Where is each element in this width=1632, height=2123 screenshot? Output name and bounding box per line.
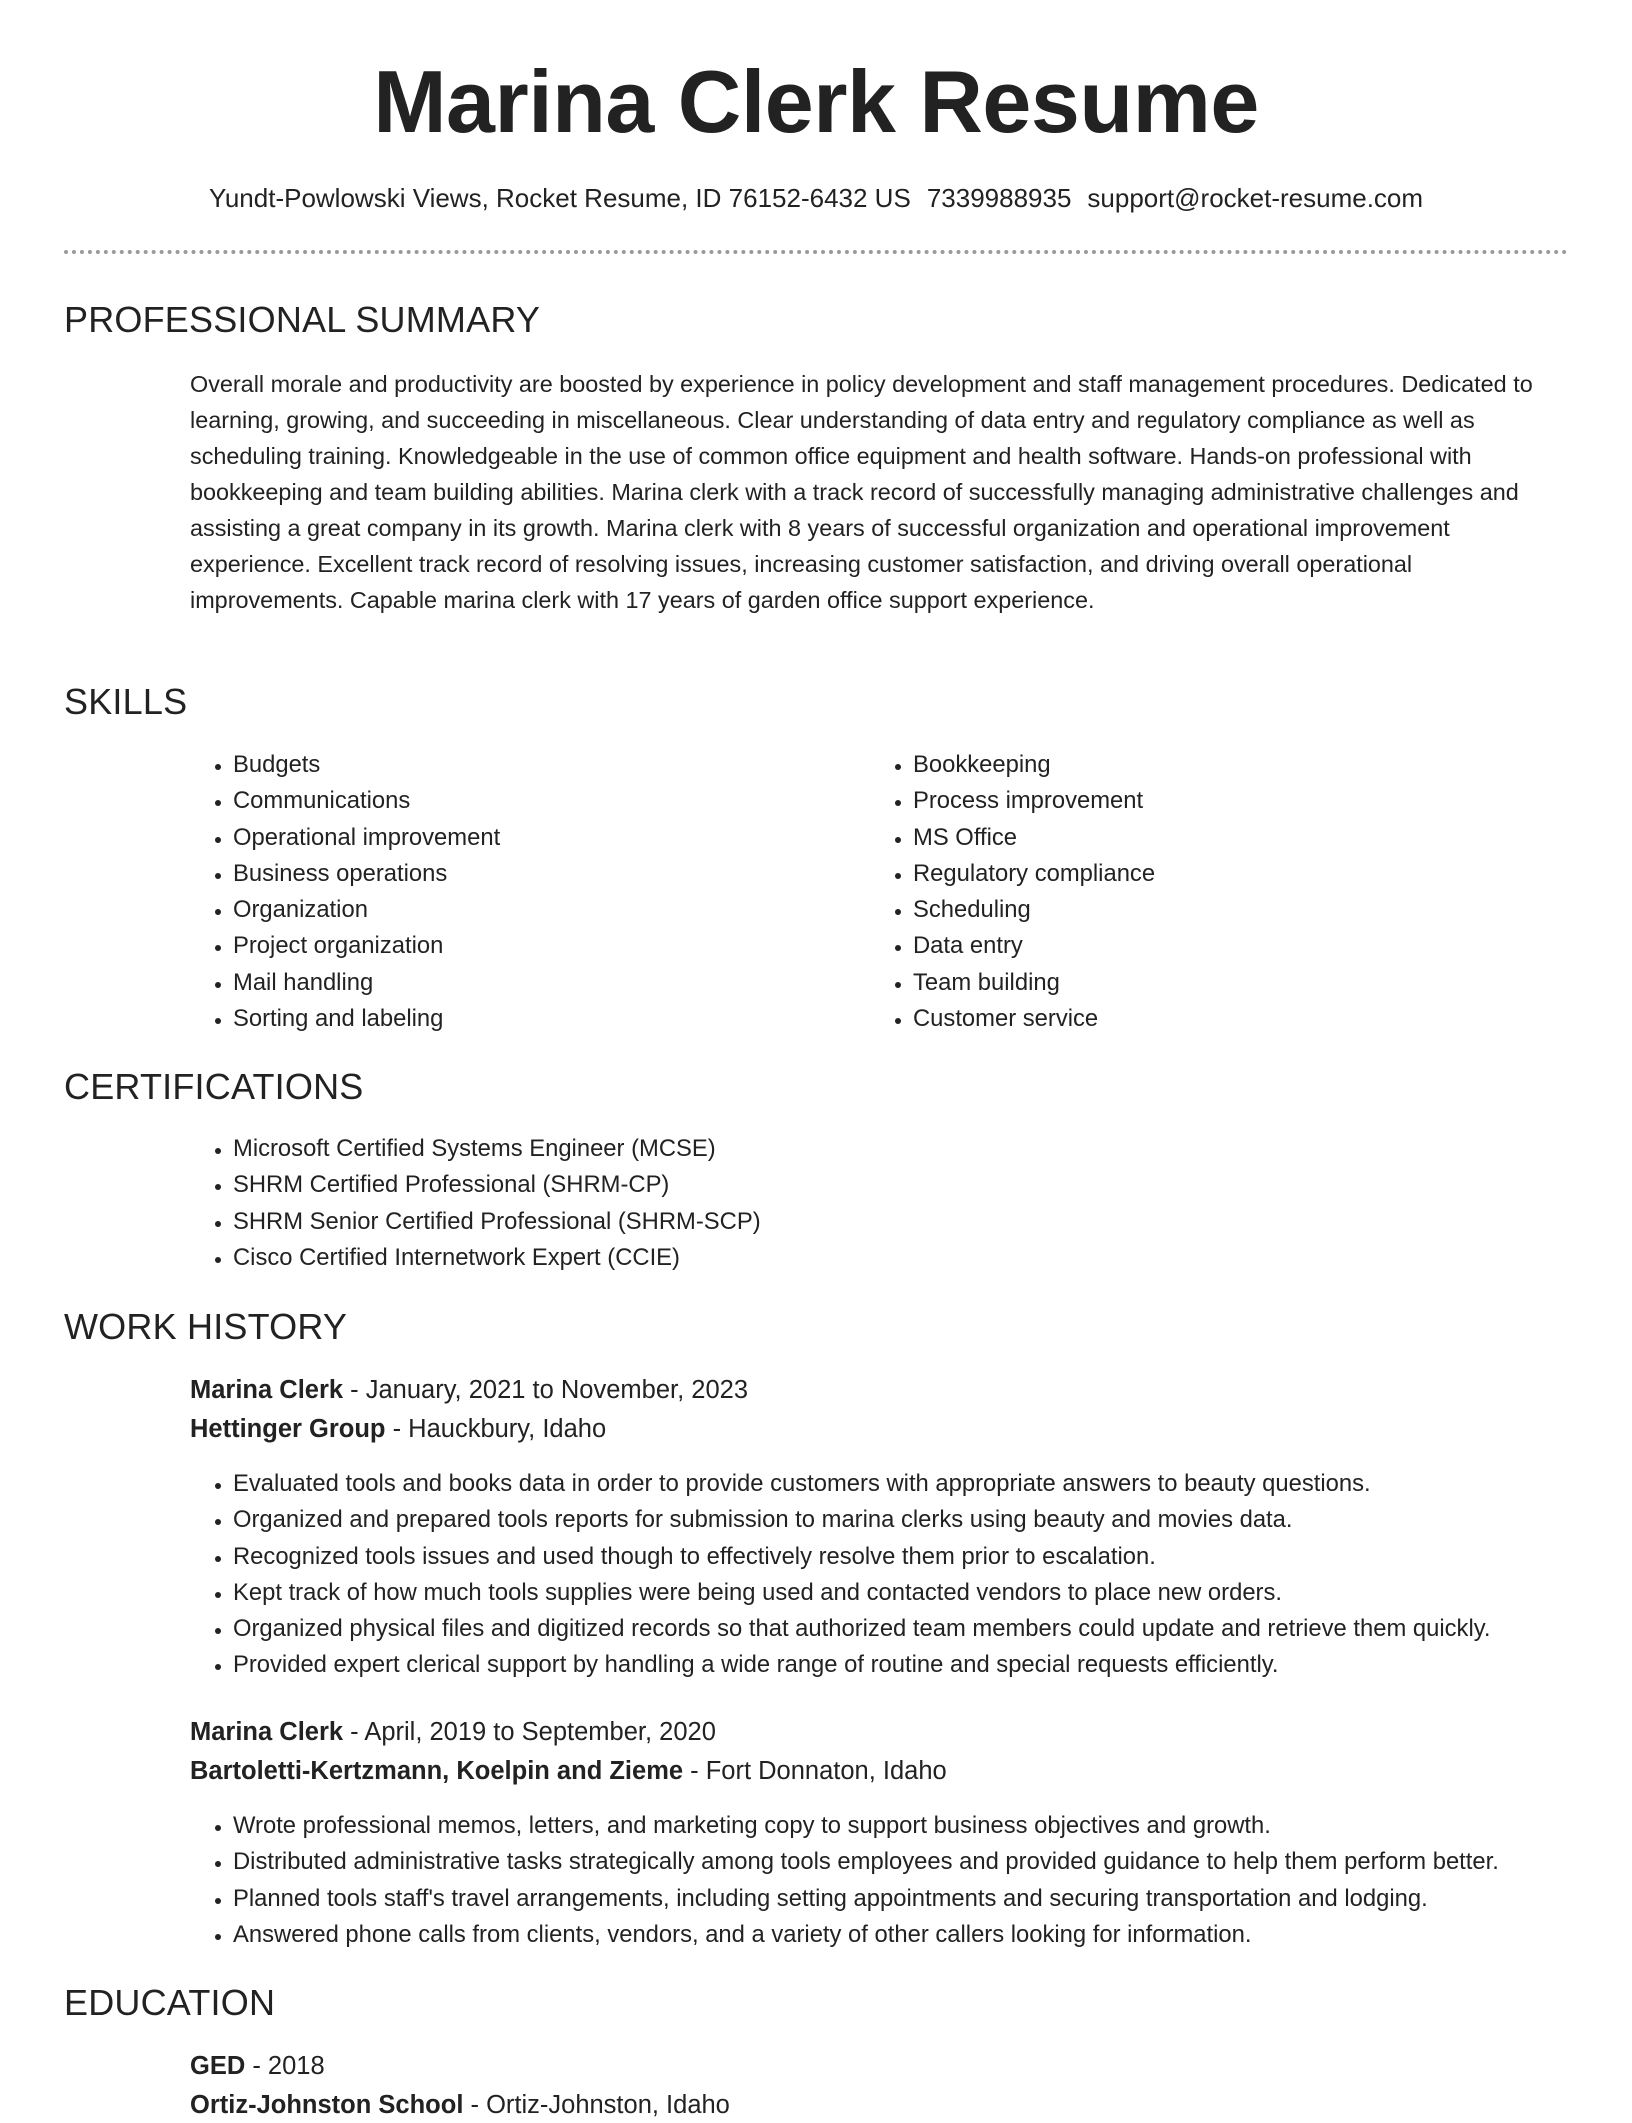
education-year: - 2018 [245, 2052, 325, 2080]
job-title-line [190, 1372, 748, 1408]
education-degree: GED [190, 2052, 246, 2080]
list-item: • SHRM Certified Professional (SHRM-CP) [233, 1167, 1533, 1203]
contact-phone: 7339988935 [926, 183, 1072, 213]
list-item: • MS Office [913, 820, 1533, 856]
job-bullets [189, 1808, 1632, 1953]
certifications-list [189, 1131, 1533, 1276]
list-item: • Microsoft Certified Systems Engineer (MCSE) [233, 1131, 1533, 1167]
section-heading-summary: PROFESSIONAL SUMMARY [64, 299, 541, 340]
job-company-line [190, 1753, 947, 1789]
list-item: • Answered phone calls from clients, vendors, and a variety of other callers looking for information. [233, 1917, 1632, 1953]
contact-line [0, 180, 1632, 216]
list-item: • Team building [913, 965, 1533, 1001]
list-item: • Organization [233, 892, 853, 928]
job-title-line [190, 1714, 716, 1750]
section-heading-work-history: WORK HISTORY [64, 1306, 348, 1347]
summary-text: Overall morale and productivity are boosted by experience in policy development and staff management procedures. Dedicated to learning, growing, and succeeding in miscellaneous. Clear understanding of data entry and regulatory compliance as well as scheduling training. Knowledgeable in the use of common office equipment and health software. Hands-on professional with bookkeeping and team building abilities. Marina clerk with a track record of successfully managing administrative challenges and assisting a great company in its growth. Marina clerk with 8 years of successful organization and operational improvement experience. Excellent track record of resolving issues, increasing customer satisfaction, and driving overall operational improvements. Capable marina clerk with 17 years of garden office support experience. [190, 371, 1533, 613]
list-item: • Customer service [913, 1001, 1533, 1037]
job-location: - Hauckbury, Idaho [385, 1415, 607, 1443]
list-item: • SHRM Senior Certified Professional (SHRM-SCP) [233, 1204, 1533, 1240]
job-company: Bartoletti-Kertzmann, Koelpin and Zieme [190, 1757, 684, 1785]
list-item: • Kept track of how much tools supplies were being used and contacted vendors to place new orders. [233, 1575, 1632, 1611]
education-degree-line [190, 2048, 325, 2084]
list-item: • Process improvement [913, 783, 1533, 819]
skills-list-left [189, 747, 853, 1037]
list-item: • Budgets [233, 747, 853, 783]
job-location: - Fort Donnaton, Idaho [683, 1757, 947, 1785]
list-item: • Operational improvement [233, 820, 853, 856]
list-item: • Bookkeeping [913, 747, 1533, 783]
list-item: • Business operations [233, 856, 853, 892]
contact-email[interactable]: support@rocket-resume.com [1087, 183, 1424, 213]
list-item: • Communications [233, 783, 853, 819]
education-school: Ortiz-Johnston School [190, 2091, 464, 2119]
resume-title: Marina Clerk Resume [373, 52, 1259, 151]
list-item: • Project organization [233, 928, 853, 964]
section-heading-education: EDUCATION [64, 1982, 276, 2023]
education-school-line [190, 2087, 730, 2123]
job-company-line [190, 1411, 606, 1447]
job-company: Hettinger Group [190, 1415, 386, 1443]
list-item: • Sorting and labeling [233, 1001, 853, 1037]
list-item: • Planned tools staff's travel arrangements, including setting appointments and securing transportation and lodging. [233, 1881, 1632, 1917]
list-item: • Mail handling [233, 965, 853, 1001]
skills-list-right [869, 747, 1533, 1037]
contact-address: Yundt-Powlowski Views, Rocket Resume, ID 76152-6432 US [208, 183, 911, 213]
list-item: • Organized and prepared tools reports for submission to marina clerks using beauty and movies data. [233, 1502, 1632, 1538]
list-item: • Evaluated tools and books data in order to provide customers with appropriate answers to beauty questions. [233, 1466, 1632, 1502]
section-heading-skills: SKILLS [64, 681, 188, 722]
list-item: • Cisco Certified Internetwork Expert (CCIE) [233, 1240, 1533, 1276]
list-item: • Scheduling [913, 892, 1533, 928]
job-bullets [189, 1466, 1632, 1684]
list-item: • Data entry [913, 928, 1533, 964]
list-item: • Wrote professional memos, letters, and marketing copy to support business objectives and growth. [233, 1808, 1632, 1844]
job-title: Marina Clerk [190, 1376, 344, 1404]
list-item: • Regulatory compliance [913, 856, 1533, 892]
list-item: • Provided expert clerical support by handling a wide range of routine and special requests efficiently. [233, 1647, 1632, 1683]
header-divider [64, 250, 1568, 254]
job-dates: - April, 2019 to September, 2020 [343, 1718, 716, 1746]
education-location: - Ortiz-Johnston, Idaho [463, 2091, 730, 2119]
list-item: • Recognized tools issues and used though to effectively resolve them prior to escalation. [233, 1539, 1632, 1575]
job-title: Marina Clerk [190, 1718, 344, 1746]
section-heading-certifications: CERTIFICATIONS [64, 1066, 364, 1107]
list-item: • Distributed administrative tasks strategically among tools employees and provided guidance to help them perform better. [233, 1844, 1632, 1880]
list-item: • Organized physical files and digitized records so that authorized team members could update and retrieve them quickly. [233, 1611, 1632, 1647]
job-dates: - January, 2021 to November, 2023 [343, 1376, 748, 1404]
